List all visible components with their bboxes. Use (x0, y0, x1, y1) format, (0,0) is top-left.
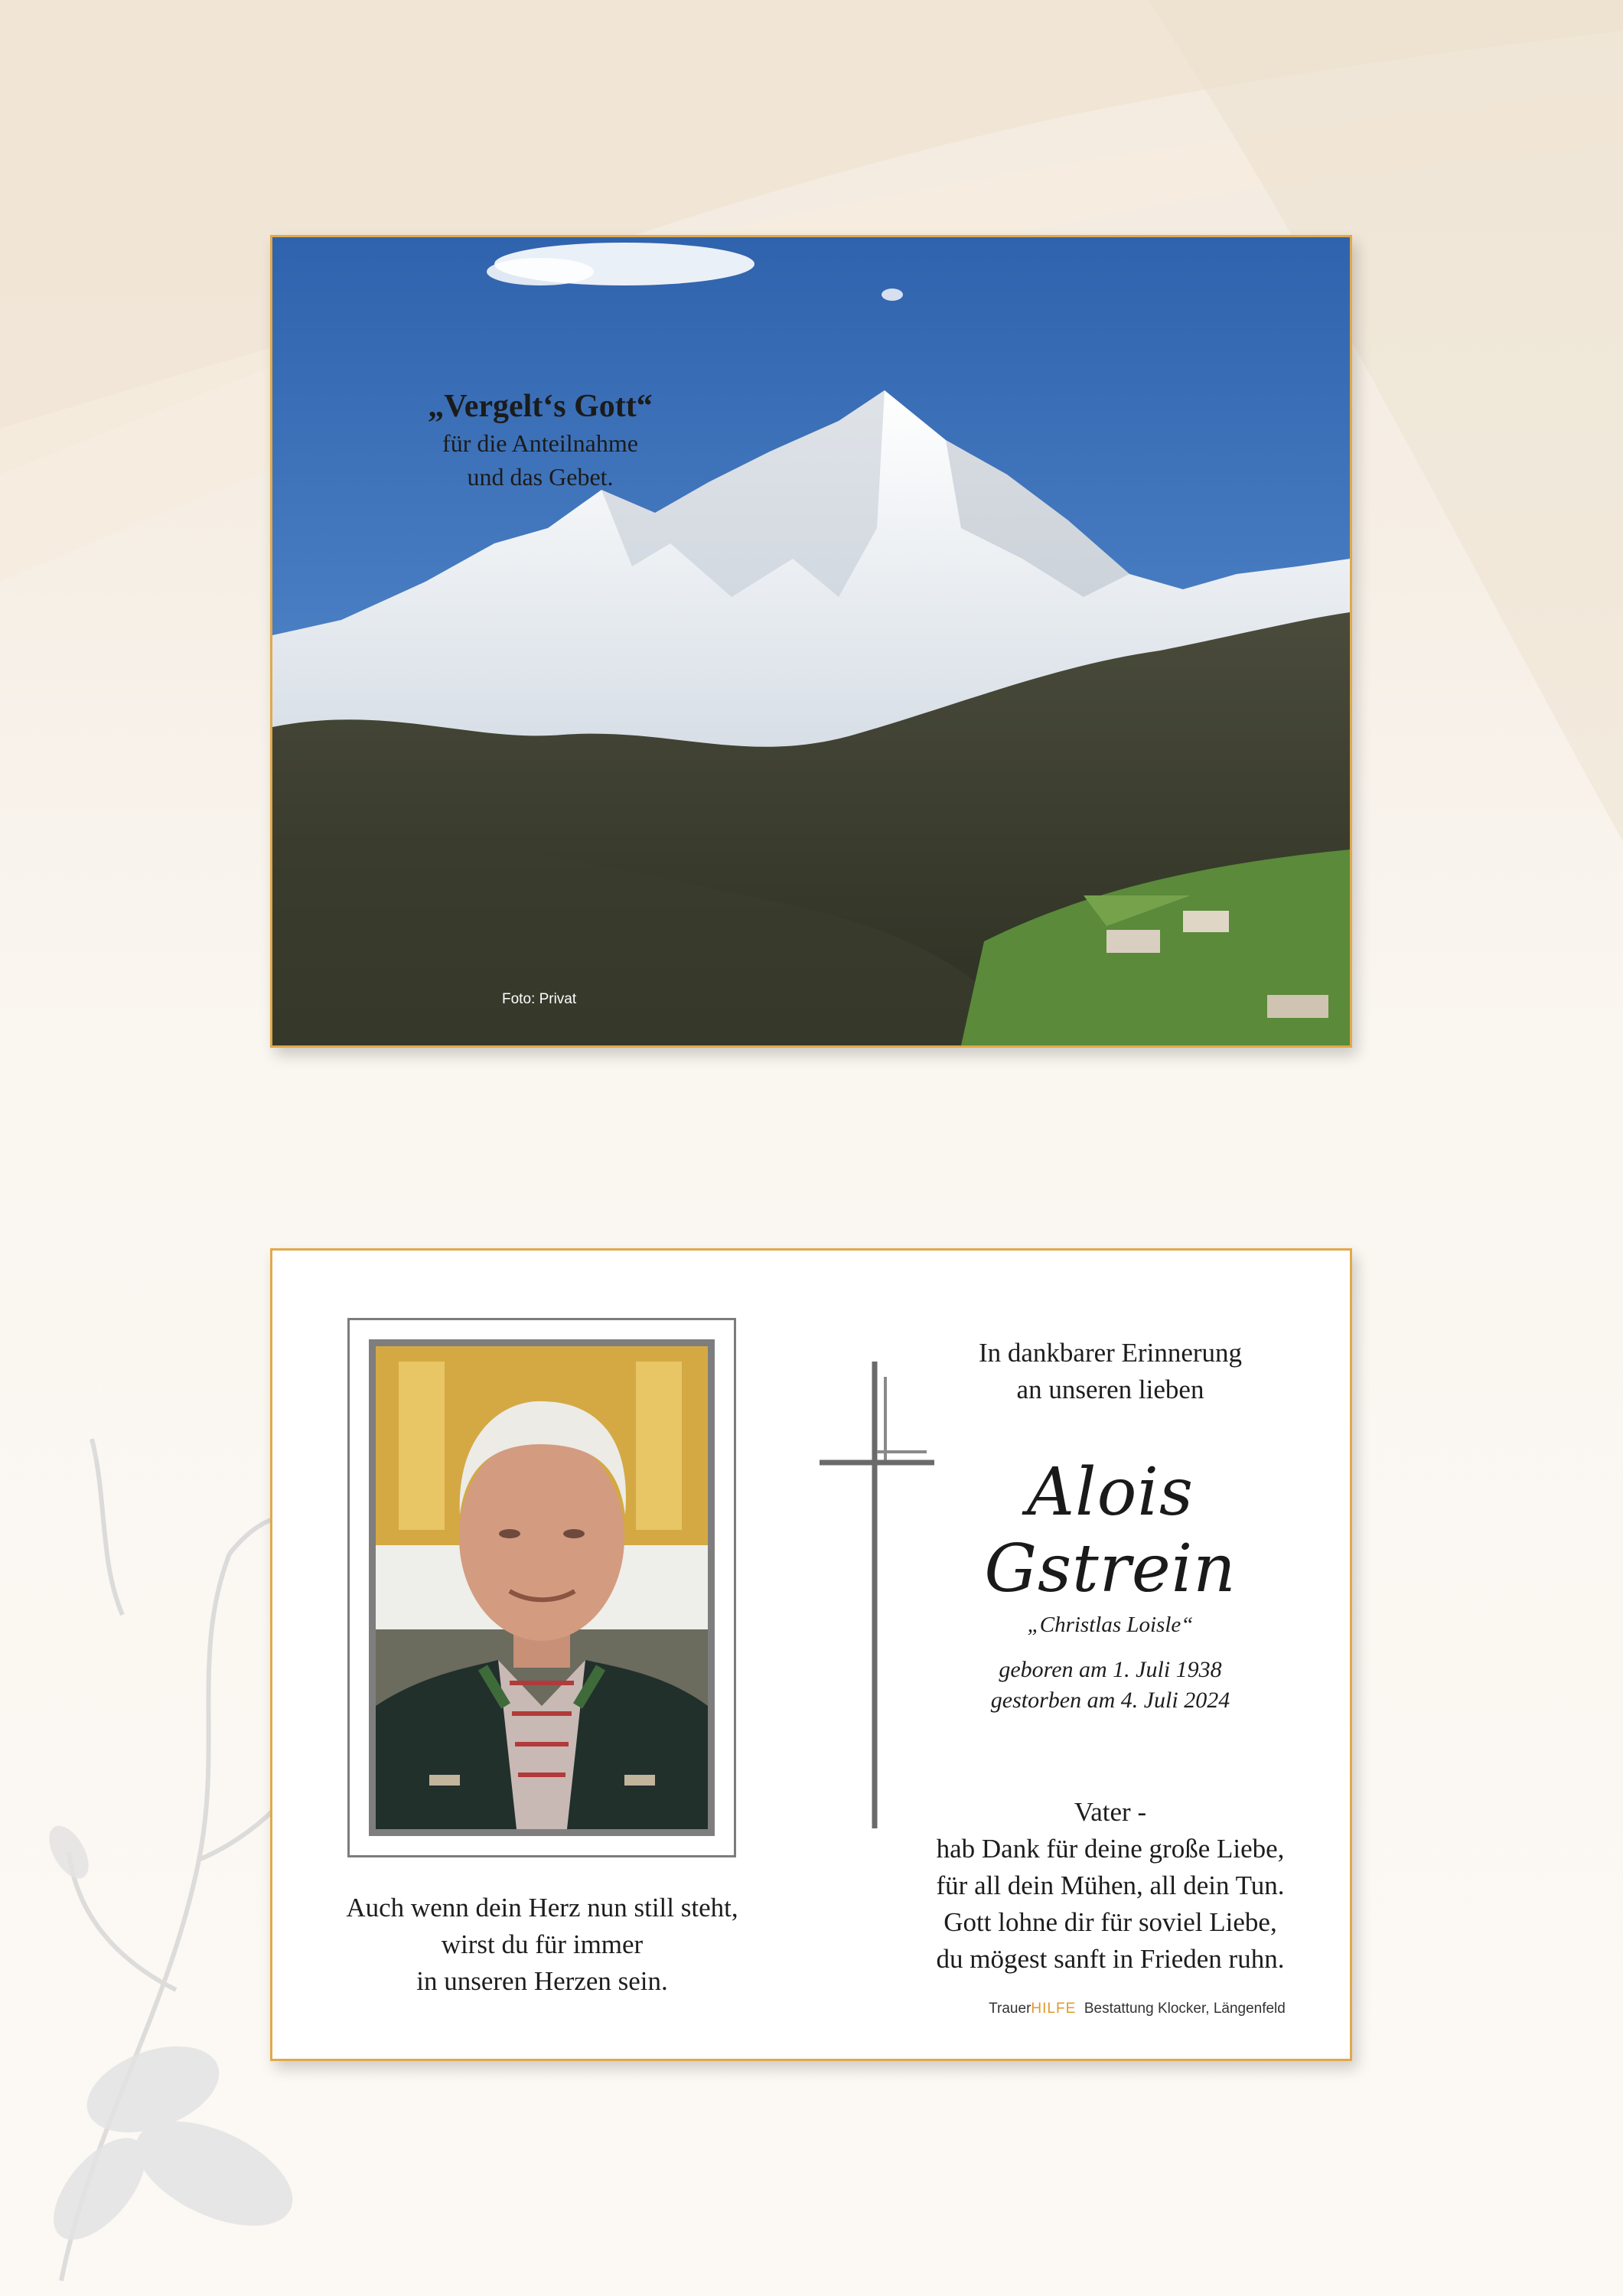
death-date: gestorben am 4. Juli 2024 (990, 1688, 1230, 1713)
portrait-photo (369, 1339, 715, 1836)
right-verse (919, 1794, 1302, 1978)
thanks-line: für die Anteilnahme (442, 429, 638, 457)
company-name: Bestattung Klocker, Längenfeld (1084, 2001, 1286, 2017)
photo-credit: Foto: Privat (502, 991, 577, 1007)
intro-line: an unseren lieben (1016, 1375, 1204, 1404)
deceased-name: Alois Gstrein (984, 1454, 1237, 1607)
verse-line: Gott lohne dir für soviel Liebe, (943, 1907, 1277, 1937)
intro-line: In dankbarer Erinnerung (978, 1338, 1243, 1368)
brand-name-part1: Trauer (989, 2001, 1031, 2017)
verse-line: für all dein Mühen, all dein Tun. (936, 1870, 1285, 1900)
verse-line: Vater - (1074, 1797, 1147, 1827)
birth-date: geboren am 1. Juli 1938 (999, 1657, 1222, 1682)
funeral-home-imprint (961, 2001, 1313, 2017)
mountain-photo (272, 237, 1350, 1045)
memorial-text-block (919, 1335, 1302, 1978)
memorial-card-back (270, 1248, 1352, 2061)
portrait-illustration (376, 1346, 708, 1829)
verse-line: hab Dank für deine große Liebe, (936, 1834, 1285, 1864)
left-verse (303, 1890, 781, 2000)
thanks-line: und das Gebet. (467, 463, 614, 491)
cross-icon (820, 1362, 934, 1828)
nickname: „Christlas Loisle“ (1027, 1613, 1194, 1637)
left-verse-line: Auch wenn dein Herz nun still steht, (346, 1893, 738, 1923)
verse-line: du mögest sanft in Frieden ruhn. (936, 1944, 1285, 1974)
thanks-text-block (376, 386, 705, 494)
left-verse-line: wirst du für immer (441, 1929, 644, 1959)
brand-name-part2: HILFE (1031, 2001, 1077, 2017)
portrait-frame (347, 1318, 736, 1857)
life-dates (919, 1655, 1302, 1716)
left-verse-line: in unseren Herzen sein. (416, 1966, 668, 1996)
thank-you-card-front (270, 235, 1352, 1048)
thanks-title: „Vergelt‘s Gott“ (428, 389, 653, 424)
